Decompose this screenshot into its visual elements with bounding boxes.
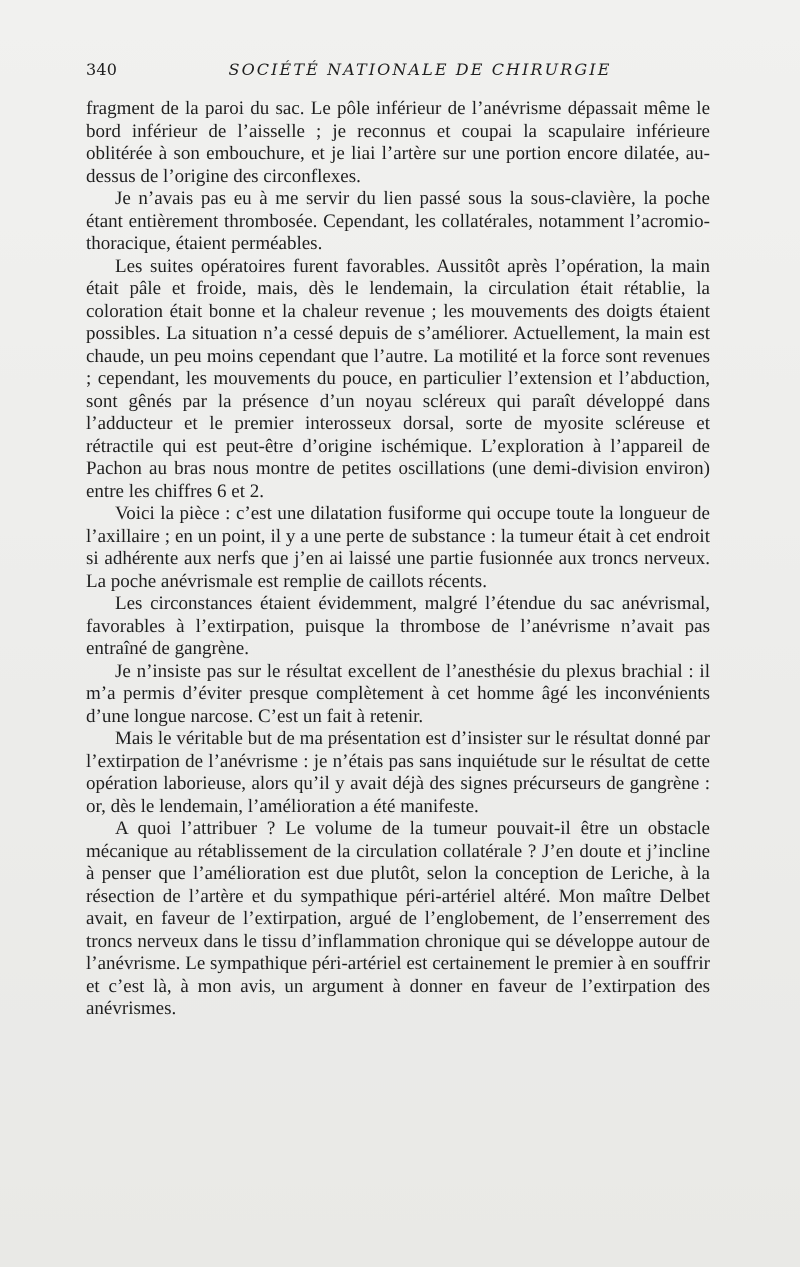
page-header	[86, 58, 716, 86]
running-title: SOCIÉTÉ NATIONALE DE CHIRURGIE	[228, 60, 612, 79]
paragraph-5: Les circonstances étaient évidemment, malgré l’étendue du sac anévrismal, favorables à l’extirpation, puisque la thrombose de l’anévrisme n’avait pas entraîné de gangrène.	[86, 593, 710, 659]
paragraph-4: Voici la pièce : c’est une dilatation fusiforme qui occupe toute la longueur de l’axillaire ; en un point, il y a une perte de substance : la tumeur était à cet endroit si adhérente aux nerfs que j’en ai laissé une partie fusionnée aux troncs nerveux. La poche anévrismale est remplie de caillots récents.	[86, 503, 710, 592]
paragraph-3: Les suites opératoires furent favorables. Aussitôt après l’opération, la main était pâle et froide, mais, dès le lendemain, la circulation était rétablie, la coloration était bonne et la chaleur revenue ; les mouvements des doigts étaient possibles. La situation n’a cessé depuis de s’améliorer. Actuellement, la main est chaude, un peu moins cependant que l’autre. La motilité et la force sont revenues ; cependant, les mouvements du pouce, en particulier l’extension et l’abduction, sont gênés par la présence d’un noyau scléreux qui paraît développé dans l’adducteur et le premier interosseux dorsal, sorte de myosite scléreuse et rétractile qui est peut-être d’origine ischémique. L’exploration à l’appareil de Pachon au bras nous montre de petites oscillations (une demi-division environ) entre les chiffres 6 et 2.	[86, 255, 710, 502]
paragraph-8: A quoi l’attribuer ? Le volume de la tumeur pouvait-il être un obstacle mécanique au rétablissement de la circulation collatérale ? J’en doute et j’incline à penser que l’amélioration est due plutôt, selon la conception de Leriche, à la résection de l’artère et du sympathique péri-artériel altéré. Mon maître Delbet avait, en faveur de l’extirpation, argué de l’englobement, de l’enserrement des troncs nerveux dans le tissu d’inflammation chronique qui se développe autour de l’anévrisme. Le sympathique péri-artériel est certainement le premier à en souffrir et c’est là, à mon avis, un argument à donner en faveur de l’extirpation des anévrismes.	[86, 818, 710, 1019]
paragraph-6: Je n’insiste pas sur le résultat excellent de l’anesthésie du plexus brachial : il m’a permis d’éviter presque complètement à cet homme âgé les inconvénients d’une longue narcose. C’est un fait à retenir.	[86, 660, 710, 727]
document-body	[86, 98, 710, 1021]
paragraph-1: fragment de la paroi du sac. Le pôle inférieur de l’anévrisme dépassait même le bord inférieur de l’aisselle ; je reconnus et coupai la scapulaire inférieure oblitérée à son embouchure, et je liai l’artère sur une portion encore dilatée, au-dessus de l’origine des circonflexes.	[86, 98, 710, 187]
page-number: 340	[86, 60, 118, 79]
paragraph-7: Mais le véritable but de ma présentation est d’insister sur le résultat donné par l’extirpation de l’anévrisme : je n’étais pas sans inquiétude sur le résultat de cette opération laborieuse, alors qu’il y avait déjà des signes précurseurs de gangrène : or, dès le lendemain, l’amélioration a été manifeste.	[86, 728, 710, 817]
paragraph-2: Je n’avais pas eu à me servir du lien passé sous la sous-clavière, la poche étant entièrement thrombosée. Cependant, les collatérales, notamment l’acromio-thoracique, étaient perméables.	[86, 188, 710, 254]
